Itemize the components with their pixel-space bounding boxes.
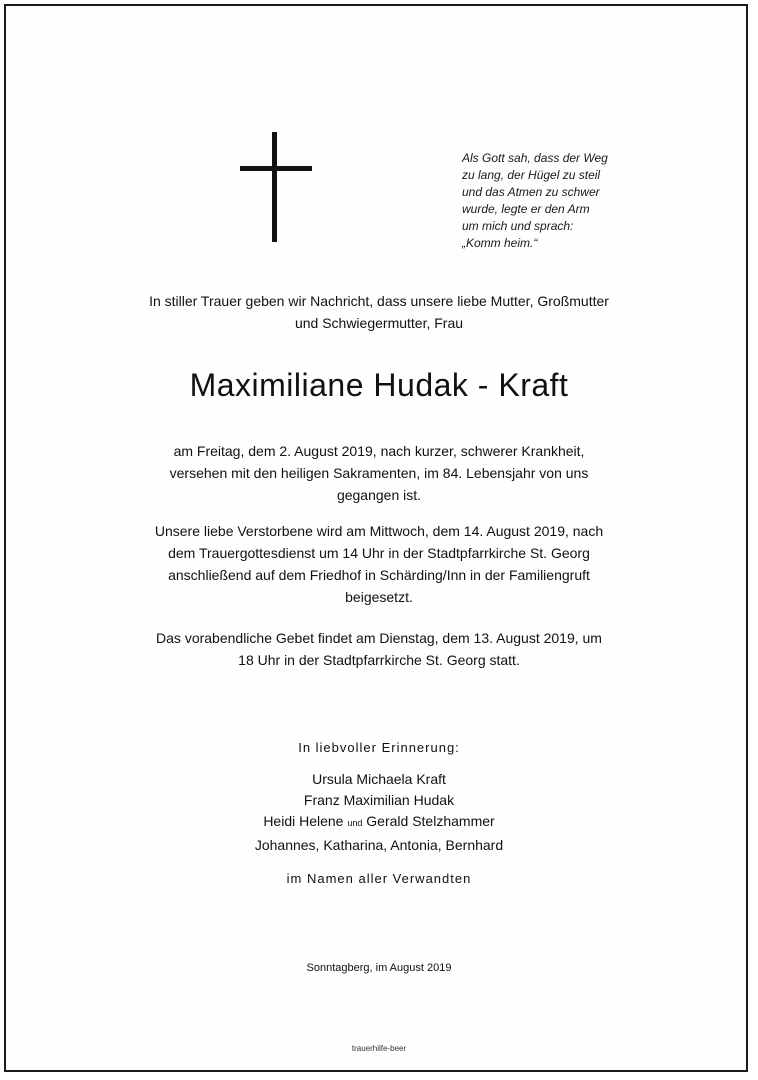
motto-line: wurde, legte er den Arm	[462, 202, 590, 216]
place-date: Sonntagberg, im August 2019	[306, 962, 452, 974]
mourner-name	[0, 811, 758, 834]
grandchildren-names: Johannes, Katharina, Antonia, Bernhard	[254, 837, 504, 853]
paragraph-line: beigesetzt.	[345, 589, 413, 605]
memory-heading: In liebvoller Erinnerung:	[298, 740, 460, 755]
paragraph-line: Das vorabendliche Gebet findet am Dienstag, dem 13. August 2019, um	[156, 630, 602, 646]
relatives-line: im Namen aller Verwandten	[286, 871, 472, 886]
burial-paragraph	[0, 520, 758, 608]
motto-line: zu lang, der Hügel zu steil	[462, 168, 601, 182]
mourner-name: Ursula Michaela Kraft	[312, 771, 446, 787]
motto-line: und das Atmen zu schwer	[462, 185, 600, 199]
intro-line: und Schwiegermutter, Frau	[294, 315, 464, 331]
paragraph-line: versehen mit den heiligen Sakramenten, im 84. Lebensjahr von uns	[169, 465, 589, 481]
motto-line: „Komm heim.“	[462, 236, 538, 250]
prayer-paragraph	[0, 627, 758, 671]
motto-line: um mich und sprach:	[462, 219, 574, 233]
mourner-second: Gerald Stelzhammer	[366, 813, 495, 829]
paragraph-line: anschließend auf dem Friedhof in Schärding/Inn in der Familiengruft	[168, 567, 590, 583]
mourner-first: Heidi Helene	[263, 813, 344, 829]
paragraph-line: am Freitag, dem 2. August 2019, nach kurzer, schwerer Krankheit,	[173, 443, 585, 459]
paragraph-line: 18 Uhr in der Stadtpfarrkirche St. Georg statt.	[238, 652, 520, 668]
paragraph-line: dem Trauergottesdienst um 14 Uhr in der Stadtpfarrkirche St. Georg	[168, 545, 590, 561]
footer-credit: trauerhilfe-beer	[351, 1044, 407, 1053]
mourner-und: und	[347, 818, 363, 828]
deceased-name: Maximiliane Hudak - Kraft	[189, 367, 569, 403]
intro-line: In stiller Trauer geben wir Nachricht, dass unsere liebe Mutter, Großmutter	[149, 293, 609, 309]
cross-icon	[240, 132, 312, 242]
motto-line: Als Gott sah, dass der Weg	[462, 151, 608, 165]
motto-quote	[462, 150, 662, 252]
mourner-name: Franz Maximilian Hudak	[303, 792, 455, 808]
paragraph-line: gegangen ist.	[336, 487, 422, 503]
intro-text	[0, 290, 758, 334]
mourners-list	[0, 769, 758, 834]
death-notice-paragraph	[0, 440, 758, 506]
paragraph-line: Unsere liebe Verstorbene wird am Mittwoch, dem 14. August 2019, nach	[154, 523, 604, 539]
